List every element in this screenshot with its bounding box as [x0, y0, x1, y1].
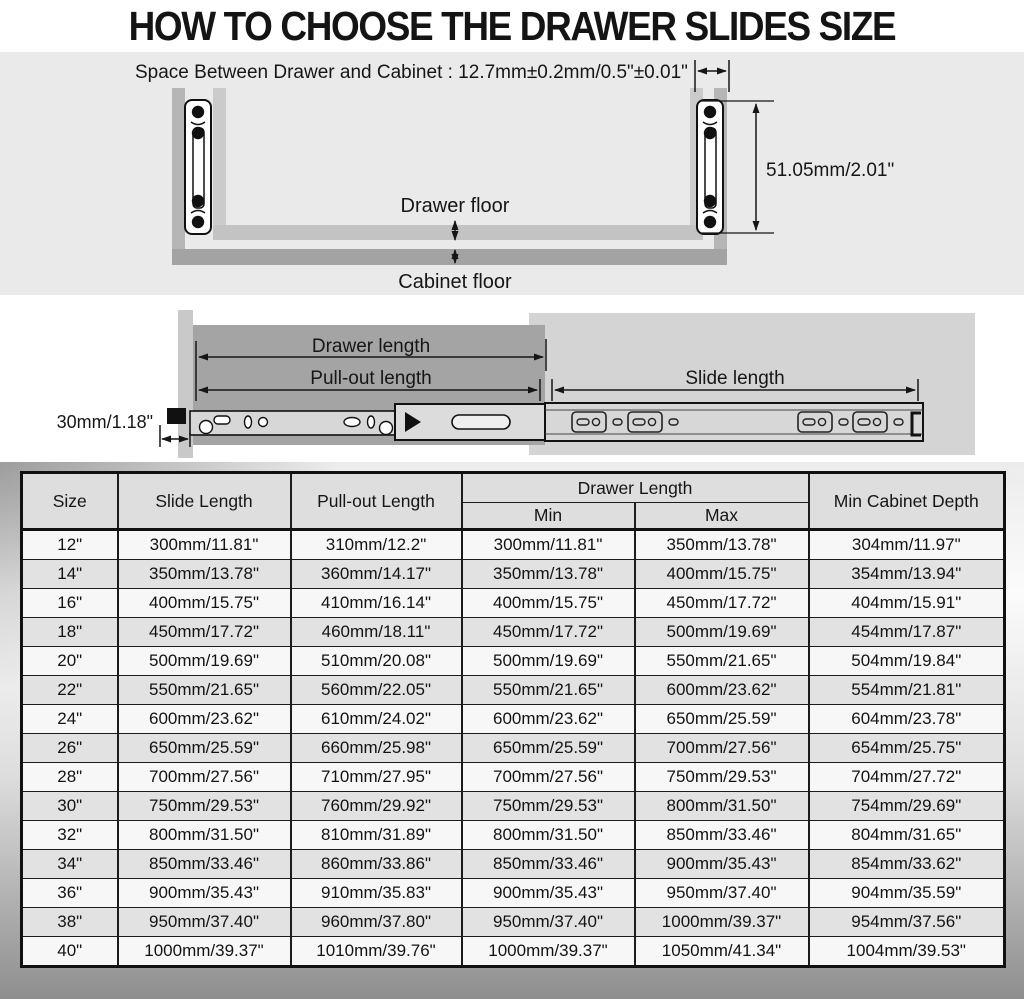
cell: 18": [22, 618, 118, 647]
size-table-body: [22, 530, 1005, 967]
cell: 600mm/23.62": [635, 676, 809, 705]
cell: 954mm/37.56": [809, 908, 1005, 937]
cell: 850mm/33.46": [635, 821, 809, 850]
cell: 40": [22, 937, 118, 967]
cell: 450mm/17.72": [462, 618, 635, 647]
cell: 12": [22, 530, 118, 560]
drawer-cross-section: [213, 88, 703, 240]
cell: 560mm/22.05": [291, 676, 462, 705]
cell: 660mm/25.98": [291, 734, 462, 763]
cell: 850mm/33.46": [462, 850, 635, 879]
cell: 554mm/21.81": [809, 676, 1005, 705]
table-row: [22, 850, 1005, 879]
cell: 1004mm/39.53": [809, 937, 1005, 967]
table-row: [22, 734, 1005, 763]
cell: 610mm/24.02": [291, 705, 462, 734]
rear-offset-label: 30mm/1.18": [56, 412, 153, 432]
table-row: [22, 560, 1005, 589]
cell: 900mm/35.43": [462, 879, 635, 908]
cell: 510mm/20.08": [291, 647, 462, 676]
cell: 700mm/27.56": [462, 763, 635, 792]
cell: 300mm/11.81": [118, 530, 291, 560]
drawer-floor-label: Drawer floor: [400, 195, 510, 217]
table-row: [22, 763, 1005, 792]
cell: 454mm/17.87": [809, 618, 1005, 647]
cell: 550mm/21.65": [118, 676, 291, 705]
cell: 750mm/29.53": [462, 792, 635, 821]
table-row: [22, 821, 1005, 850]
col-header-max: Max: [635, 503, 809, 530]
cell: 38": [22, 908, 118, 937]
cell: 354mm/13.94": [809, 560, 1005, 589]
cabinet-floor-label: Cabinet floor: [398, 271, 512, 293]
cell: 804mm/31.65": [809, 821, 1005, 850]
cell: 750mm/29.53": [118, 792, 291, 821]
cell: 400mm/15.75": [635, 560, 809, 589]
table-row: [22, 705, 1005, 734]
cell: 404mm/15.91": [809, 589, 1005, 618]
cell: 1000mm/39.37": [118, 937, 291, 967]
cell: 950mm/37.40": [118, 908, 291, 937]
col-header-min-cabinet-depth: Min Cabinet Depth: [809, 473, 1005, 530]
cell: 750mm/29.53": [635, 763, 809, 792]
cell: 754mm/29.69": [809, 792, 1005, 821]
col-header-size: Size: [22, 473, 118, 530]
cell: 1000mm/39.37": [635, 908, 809, 937]
col-header-pullout-length: Pull-out Length: [291, 473, 462, 530]
cell: 800mm/31.50": [118, 821, 291, 850]
cell: 300mm/11.81": [462, 530, 635, 560]
cell: 810mm/31.89": [291, 821, 462, 850]
page-title: HOW TO CHOOSE THE DRAWER SLIDES SIZE: [128, 2, 896, 49]
cell: 950mm/37.40": [462, 908, 635, 937]
cell: 850mm/33.46": [118, 850, 291, 879]
space-between-label: Space Between Drawer and Cabinet : 12.7mm±0.2mm/0.5"±0.01": [135, 62, 688, 83]
table-row: [22, 676, 1005, 705]
table-row: [22, 792, 1005, 821]
cell: 500mm/19.69": [635, 618, 809, 647]
cell: 960mm/37.80": [291, 908, 462, 937]
cell: 350mm/13.78": [462, 560, 635, 589]
cell: 36": [22, 879, 118, 908]
cell: 1010mm/39.76": [291, 937, 462, 967]
cell: 500mm/19.69": [462, 647, 635, 676]
cell: 900mm/35.43": [118, 879, 291, 908]
table-row: [22, 908, 1005, 937]
cell: 14": [22, 560, 118, 589]
table-band: [0, 462, 1024, 999]
cell: 350mm/13.78": [118, 560, 291, 589]
table-row: [22, 647, 1005, 676]
cell: 550mm/21.65": [462, 676, 635, 705]
cell: 854mm/33.62": [809, 850, 1005, 879]
cell: 600mm/23.62": [462, 705, 635, 734]
mid-diagram: [0, 295, 1024, 462]
cell: 360mm/14.17": [291, 560, 462, 589]
table-row: [22, 589, 1005, 618]
cell: 350mm/13.78": [635, 530, 809, 560]
cell: 1050mm/41.34": [635, 937, 809, 967]
cell: 500mm/19.69": [118, 647, 291, 676]
mid-diagram-band: [0, 295, 1024, 462]
cell: 410mm/16.14": [291, 589, 462, 618]
cell: 600mm/23.62": [118, 705, 291, 734]
cell: 34": [22, 850, 118, 879]
cell: 760mm/29.92": [291, 792, 462, 821]
cell: 400mm/15.75": [118, 589, 291, 618]
cell: 550mm/21.65": [635, 647, 809, 676]
cell: 20": [22, 647, 118, 676]
cell: 904mm/35.59": [809, 879, 1005, 908]
cell: 860mm/33.86": [291, 850, 462, 879]
cell: 16": [22, 589, 118, 618]
cell: 910mm/35.83": [291, 879, 462, 908]
top-diagram-band: [0, 52, 1024, 295]
cell: 650mm/25.59": [118, 734, 291, 763]
cell: 450mm/17.72": [118, 618, 291, 647]
cell: 650mm/25.59": [462, 734, 635, 763]
col-header-min: Min: [462, 503, 635, 530]
cell: 450mm/17.72": [635, 589, 809, 618]
cell: 800mm/31.50": [462, 821, 635, 850]
cell: 710mm/27.95": [291, 763, 462, 792]
slide-height-label: 51.05mm/2.01": [766, 160, 895, 181]
cell: 654mm/25.75": [809, 734, 1005, 763]
cell: 700mm/27.56": [118, 763, 291, 792]
col-header-slide-length: Slide Length: [118, 473, 291, 530]
cell: 900mm/35.43": [635, 850, 809, 879]
cell: 24": [22, 705, 118, 734]
cell: 650mm/25.59": [635, 705, 809, 734]
space-between-dimension-arrow: [695, 60, 729, 92]
cell: 460mm/18.11": [291, 618, 462, 647]
cell: 504mm/19.84": [809, 647, 1005, 676]
cell: 704mm/27.72": [809, 763, 1005, 792]
left-slide-cross-section: [185, 100, 211, 234]
cell: 310mm/12.2": [291, 530, 462, 560]
drawer-length-label: Drawer length: [311, 336, 431, 357]
pullout-length-label: Pull-out length: [310, 368, 432, 389]
table-row: [22, 879, 1005, 908]
table-row: [22, 618, 1005, 647]
size-table-header: [22, 473, 1005, 530]
cell: 1000mm/39.37": [462, 937, 635, 967]
cell: 950mm/37.40": [635, 879, 809, 908]
cell: 604mm/23.78": [809, 705, 1005, 734]
cell: 22": [22, 676, 118, 705]
cell: 800mm/31.50": [635, 792, 809, 821]
table-row: [22, 530, 1005, 560]
table-row: [22, 937, 1005, 967]
right-slide-cross-section: [697, 100, 723, 234]
cell: 28": [22, 763, 118, 792]
title-band: [0, 0, 1024, 52]
cell: 304mm/11.97": [809, 530, 1005, 560]
rear-bracket: [167, 408, 186, 424]
cell: 32": [22, 821, 118, 850]
col-header-drawer-length: Drawer Length: [462, 473, 809, 503]
size-table: [20, 471, 1006, 968]
cell: 26": [22, 734, 118, 763]
top-diagram: [0, 52, 1024, 295]
cell: 700mm/27.56": [635, 734, 809, 763]
cell: 400mm/15.75": [462, 589, 635, 618]
cell: 30": [22, 792, 118, 821]
slide-length-label: Slide length: [685, 368, 785, 389]
